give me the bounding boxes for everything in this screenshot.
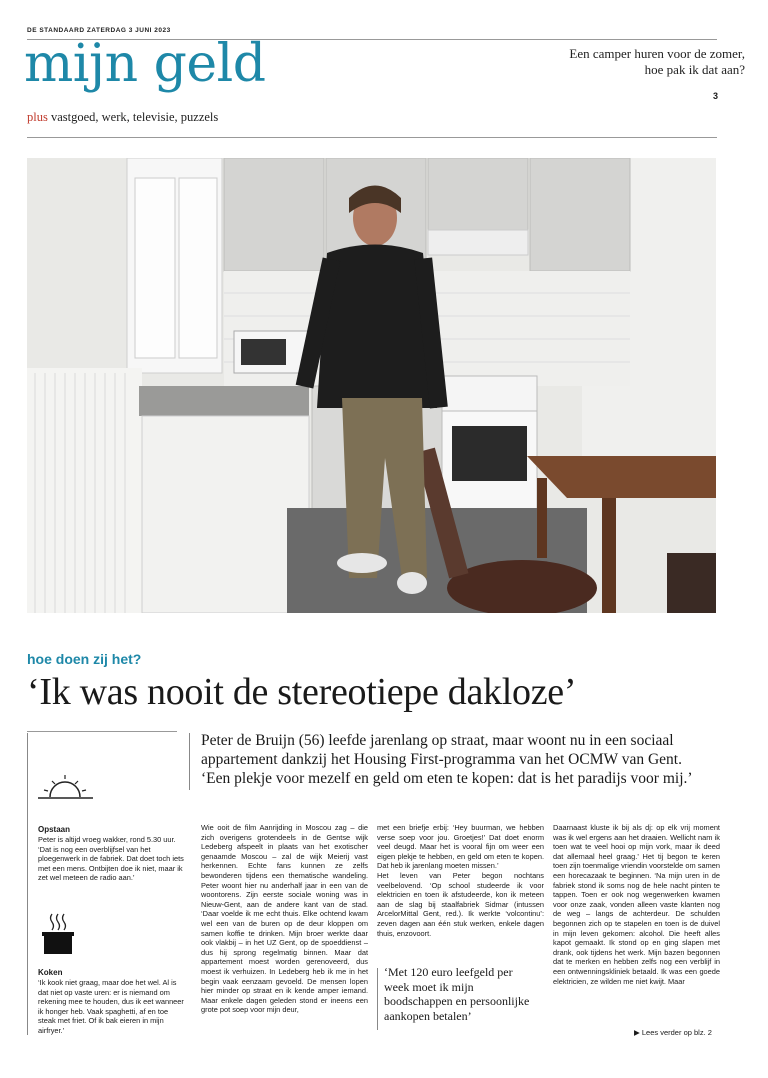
masthead: DE STANDAARD ZATERDAG 3 JUNI 2023 [27,27,171,34]
sidebar-text-koken: ‘Ik kook niet graag, maar doe het wel. Al is dat niet op vaste uren: er is niemand om rekening mee te houden, dus ik eet wanneer ik honger heb. Vaak spaghetti, af en toe steak met friet. Of ik bak eieren in mijn airfryer.’ [38,978,184,1035]
plus-label: plus [27,110,48,124]
intro-rule [27,731,177,732]
section-subtitle [27,110,218,125]
section-title: mijn geld [24,34,266,94]
kicker: hoe doen zij het? [27,651,142,667]
header-bottom-rule [27,137,717,138]
sidebar-text-opstaan: Peter is altijd vroeg wakker, rond 5.30 uur. ‘Dat is nog een overblijfsel van het ploegenwerk in de fabriek. Dat doet toch iets met een mens. Ontbijten doe ik niet, maar ik zet wel meteen de radio aan.’ [38,835,184,883]
headline: ‘Ik was nooit de stereotiepe dakloze’ [27,671,577,713]
kitchen-illustration [27,158,716,613]
teaser-page-number: 3 [712,91,718,101]
sidebar-divider [27,733,28,1035]
plus-items: vastgoed, werk, televisie, puzzels [50,110,219,124]
sunrise-icon [38,773,93,803]
article-column-1: Wie ooit de film Aanrijding in Moscou zag – die zich overigens grotendeels in de Gentse wijk Ledeberg afspeelt in plaats van het exotischer genaamde Moscou – zal de wijk Meierij vast herkennen. Echte fans kunnen ze zelfs bewonderen tijdens een thematische wandeling. Peter woont hier nu anderhalf jaar in een van de woontorens. Zijn eerste sociale woning was in Nieuw-Gent, aan de andere kant van de stad. ‘Daar voelde ik me echt thuis. Elke ochtend kwam wel een van de buren op de deur kloppen om samen koffie te drinken. Mijn broer werkte daar ook vlakbij – in het UZ Gent, op de spoeddienst – dus hij sprong regelmatig binnen. Maar dat appartement moest worden gerenoveerd, dus moest ik verhuizen. In Ledeberg heb ik me in het begin vaak eenzaam gevoeld. De mensen lopen hier minder op straat en ik kende amper iemand. Maar enkele dagen geleden stond er ineens een grote pot soep voor mijn deur, [201,823,368,1015]
article-column-2: met een briefje erbij: ‘Hey buurman, we hebben verse soep voor jou. Groetjes!’ Dat doet enorm veel deugd. Maar het is vooral fijn om weer een eigen plekje te hebben, en geld om eten te kopen. Dat heb ik jarenlang moeten missen.’ Het leven van Peter begon nochtans veelbelovend. ‘Op school studeerde ik voor elektricien en toen ik afstudeerde, kon ik meteen aan de slag bij staalfabriek Sidmar (intussen ArcelorMittal Gent, red.). Ik werkte ‘volcontinu’: zeven dagen aan één stuk werken, enkele dagen thuis, enzovoort. [377,823,544,938]
continue-link[interactable] [634,1028,712,1037]
sidebar-heading-opstaan: Opstaan [38,825,71,834]
continue-label: Lees verder op blz. 2 [641,1028,712,1037]
cooking-pot-icon [38,910,78,955]
pullquote-bar [377,968,378,1030]
teaser-text[interactable]: Een camper huren voor de zomer, hoe pak ik dat aan? [569,46,745,77]
intro-separator [189,733,190,790]
sidebar-heading-koken: Koken [38,968,63,977]
kitchen-photo [27,158,716,613]
pullquote: ‘Met 120 euro leefgeld per week moet ik mijn boodschappen en persoonlijke aankopen betalen’ [384,965,530,1023]
article-column-3: Daarnaast kluste ik bij als dj: op elk vrij moment was ik wel ergens aan het draaien. Wellicht nam ik toen wat te veel hooi op mijn vork, maar ik deed dat allemaal heel graag.’ Het tij begon te keren toen zijn toenmalige vriendin voorstelde om samen een horecazaak te beginnen. ‘Na mijn uren in de fabriek stond ik soms nog de hele nacht pinten te tappen. Toen er ook nog wegenwerken kwamen voor onze zaak, vonden alleen vaste klanten nog de weg – langs de achterdeur. De schulden begonnen zich op te stapelen en toen is de duivel in mijn leven gekomen: alcohol. Die heeft alles kapot gemaakt. Ik stond op en ging slapen met drank, ook tijdens het werk. Mijn bazen begonnen dat te merken en hebben zelfs nog een verblijf in een ontwenningskliniek betaald. Ik was een goede elektricien, ze wilden me niet kwijt. Maar [553,823,720,986]
play-arrow-icon: ▶ [634,1028,640,1037]
intro-paragraph: Peter de Bruijn (56) leefde jarenlang op straat, maar woont nu in een sociaal appartement dankzij het Housing First-programma van het OCMW van Gent. ‘Een plekje voor mezelf en geld om eten te kopen: dat is het paradijs voor mij.’ [201,732,693,787]
